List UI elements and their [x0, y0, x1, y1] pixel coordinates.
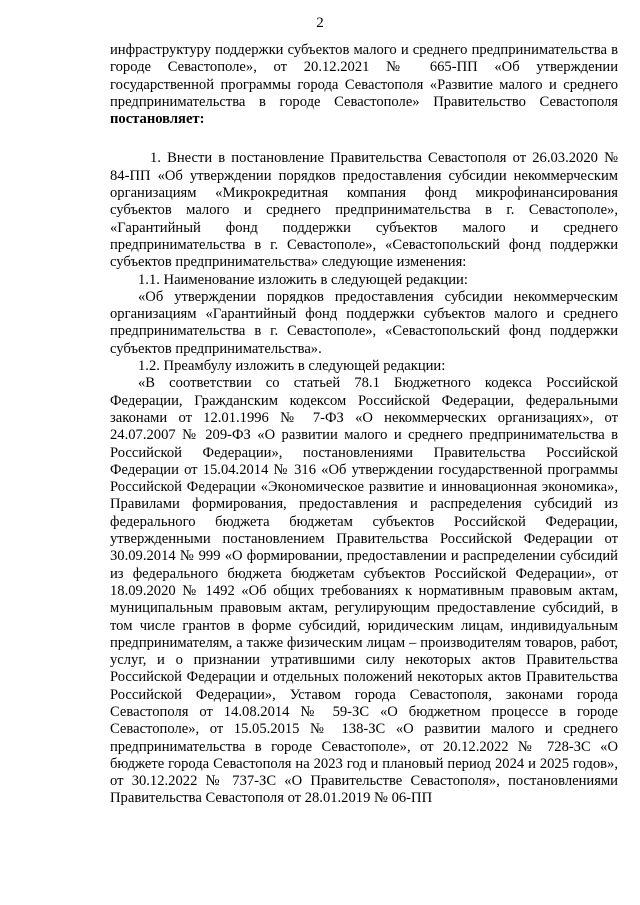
item-1-1-heading: 1.1. Наименование изложить в следующей редакции: [138, 271, 468, 288]
page-number: 2 [316, 15, 324, 31]
item-1-2-heading: 1.2. Преамбулу изложить в следующей редакции: [138, 358, 446, 375]
item-1-paragraph: 1. Внести в постановление Правительства Севастополя от 26.03.2020 № 84-ПП «Об утверждении порядков предоставления субсидии некоммерческим организациям «Микрокредитная компания фонд микрофинансирования субъектов малого и среднего предпринимательства в г. Севастополе», «Гарантийный фонд поддержки субъектов малого и среднего предпринимательства в г. Севастополе», «Севастопольский фонд поддержки субъектов предпринимательства» следующие изменения: [110, 150, 618, 271]
intro-paragraph [110, 42, 618, 128]
document-body [110, 42, 618, 808]
paragraph-gap [110, 128, 618, 150]
intro-text: инфраструктуру поддержки субъектов малого и среднего предпринимательства в городе Севастополе», от 20.12.2021 № 665-ПП «Об утверждении государственной программы города Севастополя «Развитие малого и среднего предпринимательства в городе Севастополе» Правительство Севастополя [110, 42, 618, 110]
item-1-2-text: «В соответствии со статьей 78.1 Бюджетного кодекса Российской Федерации, Гражданским кодексом Российской Федерации, федеральными законами от 12.01.1996 № 7-ФЗ «О некоммерческих организациях», от 24.07.2007 № 209-ФЗ «О развитии малого и среднего предпринимательства в Российской Федерации», постановлениями Правительства Российской Федерации от 15.04.2014 № 316 «Об утверждении государственной программы Российской Федерации «Экономическое развитие и инновационная экономика», Правилами формирования, предоставления и распределения субсидий из федерального бюджета бюджетам субъектов Российской Федерации, утвержденными постановлением Правительства Российской Федерации от 30.09.2014 № 999 «О формировании, предоставлении и распределении субсидий из федерального бюджета бюджетам субъектов Российской Федерации», от 18.09.2020 № 1492 «Об общих требованиях к нормативным правовым актам, муниципальным правовым актам, регулирующим предоставление субсидий, в том числе грантов в форме субсидий, юридическим лицам, индивидуальным предпринимателям, а также физическим лицам – производителям товаров, работ, услуг, и о признании утратившими силу некоторых актов Правительства Российской Федерации и отдельных положений некоторых актов Правительства Российской Федерации», Уставом города Севастополя, законами города Севастополя от 14.08.2014 № 59-ЗС «О бюджетном процессе в городе Севастополе», от 15.05.2015 № 138-ЗС «О развитии малого и среднего предпринимательства в городе Севастополе», от 20.12.2022 № 728-ЗС «О бюджете города Севастополя на 2023 год и плановый период 2024 и 2025 годов», от 30.12.2022 № 737-ЗС «О Правительстве Севастополя», постановлениями Правительства Севастополя от 28.01.2019 № 06-ПП [110, 375, 618, 807]
item-1-1-text: «Об утверждении порядков предоставления субсидии некоммерческим организациям «Гарантийный фонд поддержки субъектов малого и среднего предпринимательства в г. Севастополе», «Севастопольский фонд поддержки субъектов предпринимательства». [110, 288, 618, 357]
intro-bold-verb: постановляет: [110, 111, 205, 128]
